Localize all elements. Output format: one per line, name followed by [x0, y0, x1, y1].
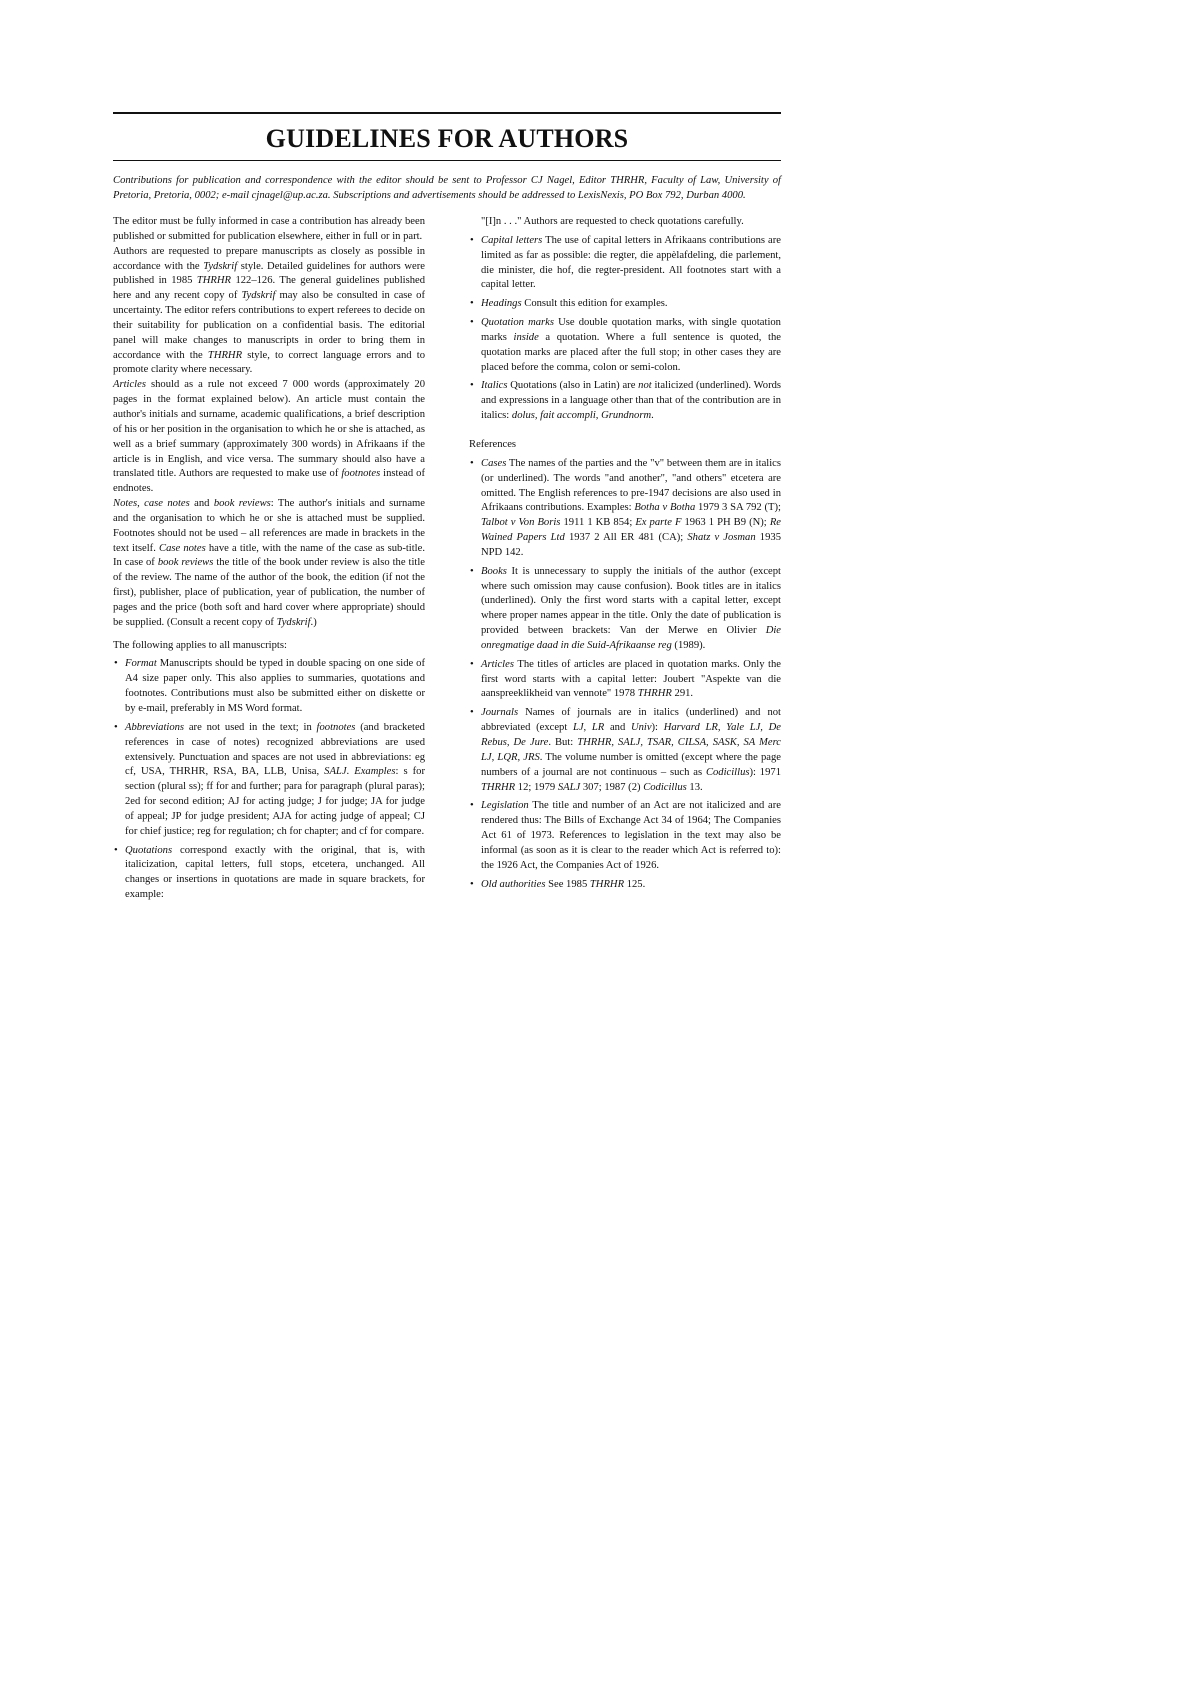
list-item-abbreviations: • Abbreviations are not used in the text; in footnotes (and bracketed references in case of notes) recognized abbreviations are used extensively. Punctuation and spaces are not used in abbreviations: eg cf, USA, THRHR, RSA, BA, LLB, Unisa, SALJ. Examples: s for section (plural ss); ff for and further; para for paragraph (plural paras); 2ed for second edition; AJ for acting judge; J for judge; JA for judge of appeal; JP for judge president; AJA for acting judge of appeal; CJ for chief justice; reg for regulation; ch for chapter; and cf for compare. — [113, 721, 425, 840]
title-rule — [113, 160, 781, 161]
paragraph-style: Authors are requested to prepare manuscripts as closely as possible in accordance with the Tydskrif style. Detailed guidelines for authors were published in 1985 THRHR 122–126. The general guidelines published here and any recent copy of Tydskrif may also be consulted in case of uncertainty. The editor refers contributions to expert referees to decide on their suitability for publication on a confidential basis. The editorial panel will make changes to manuscripts in order to bring them in accordance with the THRHR style, to correct language errors and to promote clarity where necessary. — [113, 245, 426, 376]
references-list — [469, 457, 781, 893]
list-item-legislation: • Legislation The title and number of an Act are not italicized and are rendered thus: The Bills of Exchange Act 34 of 1964; The Companies Act 61 of 1973. References to legislation in the text may also be informal (as soon as it is clear to the reader which Act is referred to): the 1926 Act, the Companies Act of 1926. — [469, 799, 781, 873]
paragraph-prior-publication: The editor must be fully informed in case a contribution has already been published or submitted for publication elsewhere, either in full or in part. — [113, 216, 425, 242]
manuscript-rules-list — [113, 657, 425, 903]
list-item-quotations-continued: "[I]n . . ." Authors are requested to check quotations carefully. — [481, 216, 744, 227]
list-item-cases: • Cases The names of the parties and the "v" between them are in italics (or underlined). The words "and another", "and others" etcetera are omitted. The English references to pre-1947 decisions are also used in Afrikaans contributions. Examples: Botha v Botha 1979 3 SA 792 (T); Talbot v Von Boris 1911 1 KB 854; Ex parte F 1963 1 PH B9 (N); Re Wained Papers Ltd 1937 2 All ER 481 (CA); Shatz v Josman 1935 NPD 142. — [469, 457, 781, 561]
references-heading: References — [469, 438, 517, 450]
list-item-capital-letters: • Capital letters The use of capital letters in Afrikaans contributions are limited as far as possible: die regter, die appèlafdeling, die parlement, die minister, die hof, die regter-president. All footnotes start with a capital letter. — [469, 234, 781, 293]
left-column — [113, 215, 425, 907]
right-column — [469, 215, 781, 907]
list-item-articles: • Articles The titles of articles are placed in quotation marks. Only the first word starts with a capital letter: Joubert "Aspekte van die aanspreeklikheid van vennote" 1978 THRHR 291. — [469, 658, 781, 703]
list-item-quotations: • Quotations correspond exactly with the original, that is, with italicization, capital letters, full stops, etcetera, unchanged. All changes or insertions in quotations are made in square brackets, for example: — [113, 844, 425, 903]
style-rules-list — [469, 215, 781, 424]
list-item-journals: • Journals Names of journals are in italics (underlined) and not abbreviated (except LJ, LR and Univ): Harvard LR, Yale LJ, De Rebus, De Jure. But: THRHR, SALJ, TSAR, CILSA, SASK, SA Merc LJ, LQR, JRS. The volume number is omitted (except where the page numbers of a journal are not continuous – such as Codicillus): 1971 THRHR 12; 1979 SALJ 307; 1987 (2) Codicillus 13. — [469, 706, 781, 795]
paragraph-notes: Notes, case notes and book reviews: The author's initials and surname and the organisation to which he or she is attached must be supplied. Footnotes should not be used – all references are made in brackets in the text itself. Case notes have a title, with the name of the case as sub-title. In case of book reviews the title of the book under review is also the title of the review. The name of the author of the book, the edition (if not the first), publisher, place of publication, year of publication, the number of pages and the price (both soft and hard cover where appropriate) should be supplied. (Consult a recent copy of Tydskrif.) — [113, 498, 426, 628]
list-item-quotation-marks: • Quotation marks Use double quotation marks, with single quotation marks inside a quotation. Where a full sentence is quoted, the quotation marks are placed after the full stop; in other cases they are placed before the comma, colon or semi-colon. — [469, 316, 781, 375]
paragraph-articles: Articles should as a rule not exceed 7 000 words (approximately 20 pages in the format explained below). An article must contain the author's initials and surname, academic qualifications, a brief description of his or her position in the organisation to which he or she is attached, as well as a brief summary (approximately 300 words) in Afrikaans if the article is in English, and vice versa. The summary should also have a translated title. Authors are requested to make use of footnotes instead of endnotes. — [113, 379, 425, 495]
list-item-italics: • Italics Quotations (also in Latin) are not italicized (underlined). Words and expressions in a language other than that of the contribution are in italics: dolus, fait accompli, Grundnorm. — [469, 379, 781, 424]
two-column-body — [113, 215, 781, 907]
page-title: GUIDELINES FOR AUTHORS — [265, 124, 629, 153]
list-item-format: • Format Manuscripts should be typed in double spacing on one side of A4 size paper only. This also applies to summaries, quotations and footnotes. Contributions must also be submitted either on diskette or by e-mail, preferably in MS Word format. — [113, 657, 425, 716]
guidelines-page — [113, 112, 781, 907]
intro-paragraph: Contributions for publication and correspondence with the editor should be sent to Professor CJ Nagel, Editor THRHR, Faculty of Law, University of Pretoria, Pretoria, 0002; e-mail cjnagel@up.ac.za. Subscriptions and advertisements should be addressed to LexisNexis, PO Box 792, Durban 4000. — [113, 175, 781, 201]
top-rule — [113, 112, 781, 114]
list-item-books: • Books It is unnecessary to supply the initials of the author (except where such omission may cause confusion). Book titles are in italics (underlined). Only the first word starts with a capital letter, except where proper names appear in the title. Only the date of publication is provided between brackets: Van der Merwe en Olivier Die onregmatige daad in die Suid-Afrikaanse reg (1989). — [469, 565, 781, 654]
paragraph-applies: The following applies to all manuscripts: — [113, 639, 287, 651]
list-item-headings: • Headings Consult this edition for examples. — [469, 297, 781, 312]
list-item-old-authorities: • Old authorities See 1985 THRHR 125. — [469, 878, 781, 893]
